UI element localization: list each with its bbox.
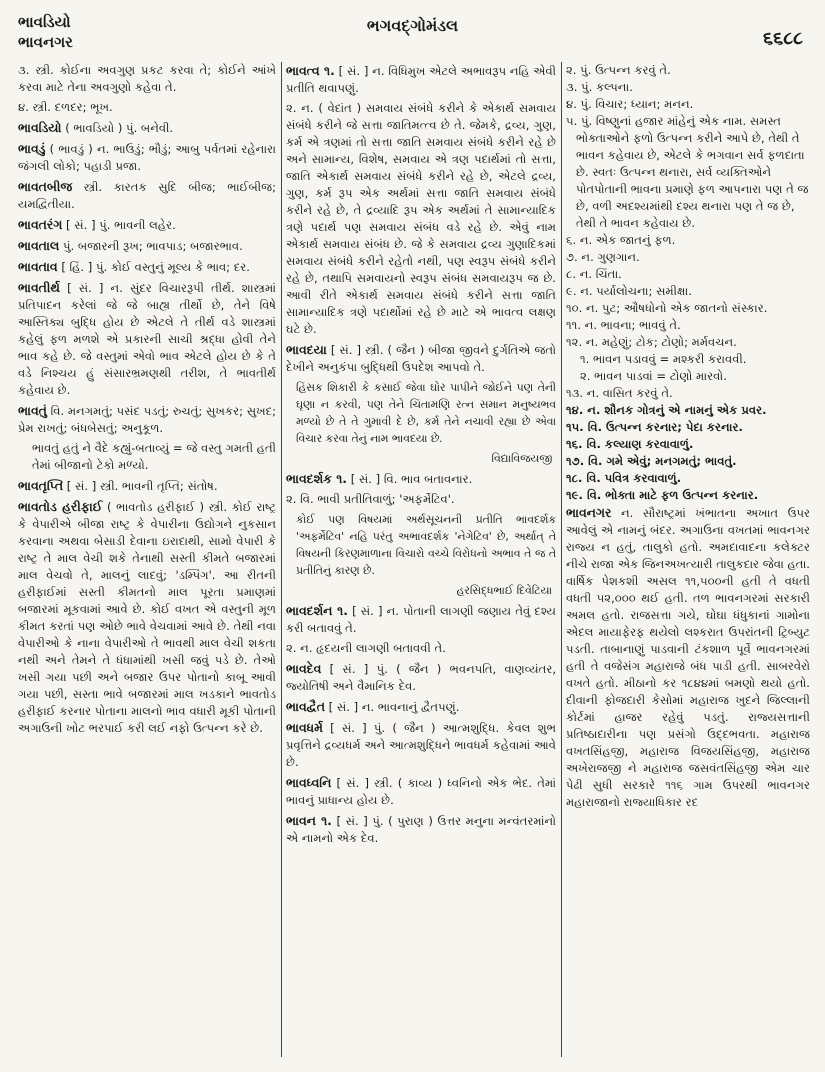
entry-definition: પું. બજારની રૂખ; ભાવપાડ; બજારભાવ.	[62, 239, 243, 253]
entry-continuation	[286, 582, 556, 599]
entry-headword: ભાવડિયો	[18, 120, 62, 135]
entry-headword: ભાવતબીજ	[18, 179, 73, 194]
entry-continuation	[286, 640, 556, 657]
entry-definition: ૨. ન. ( વેદાંત ) સમવાય સંબંધે કરીને કે એકાર્થ સમવાય સંબંધે કરીને જે સત્તા જાતિમત્ત્વ છે તે. જેમકે, દ્રવ્ય, ગુણ, કર્મ એ ત્રણમાં તો સત્તા જાતિ સમવાય સંબંધે કરીને રહે છે અને સામાન્ય, વિશેષ, સમવાય એ ત્રણ પદાર્થમાં તો સત્તા, જાતિ એકાર્થ સમવાય સંબંધે કરીને રહે છે, એટલે દ્રવ્ય, ગુણ, કર્મ રૂપ એક અર્થમાં સત્તા જાતિ સમવાય સંબંધે કરીને રહે છે, તે દ્રવ્યાદિ રૂપ એક અર્થમાં તે સામાન્યાદિક ત્રણે પદાર્થ પણ સમવાય સંબંધ વડે રહે છે. એવું નામ એકાર્થ સમવાય સંબંધ છે. જે કે સમવાય દ્રવ્ય ગુણાદિકમાં સમવાય સંબંધે કરીને રહેતો નથી, પણ સ્વરૂપ સંબંધે કરીને રહે છે, તથાપિ સમવાયનો સ્વરૂપ સંબંધ સમવાયરૂપ જ છે. આવી રીતે એકાર્થ સમવાય સંબંધે કરીને સત્તા જાતિ સામાન્યાદિક ત્રણે પદાર્થોમાં રહે છે માટે એ ભાવત્વ લક્ષણ ઘટે છે.	[286, 101, 556, 336]
entry-sense: ૧૬. વિ. કલ્યાણ કરવાવાળું.	[566, 437, 694, 451]
entry-definition: [ સં. ] પું. ( જૈન ) ભવનપતિ, વાણવ્યંતર, જ્યોતિષી અને વૈમાનિક દેવ.	[286, 662, 556, 693]
guide-word-first: ભાવડિયો	[18, 13, 71, 31]
entry-headword: ભાવદેવ	[286, 661, 322, 676]
dictionary-entry	[18, 237, 276, 255]
entry-definition: હિંસક શિકારી કે કસાઈ જેવા ઘોર પાપીને જોઈને પણ તેની ઘૃણા ન કરવી, પણ તેને ચિંતામણિ રત્ન સમાન મનુષ્યભવ મળ્યો છે તે તે ગુમાવી દે છે, કર્મ તેને નચાવી રહ્યા છે એવા વિચાર કરવા તેનું નામ ભાવદયા છે.	[296, 381, 556, 445]
page-header	[0, 0, 825, 62]
dictionary-entry	[286, 602, 556, 637]
entry-headword: ભાવતીર્થ	[18, 280, 60, 295]
dictionary-entry	[18, 477, 276, 495]
entry-sense: ૩. પું. કલ્પના.	[566, 80, 633, 94]
dictionary-entry	[18, 498, 276, 737]
entry-headword: ભાવતૃપ્તિ	[18, 478, 64, 493]
entry-definition: ભાવતું હતું ને વૈદે કહ્યું-બતાવ્યું = જે વસ્તુ ગમતી હતી તેમાં બીજાનો ટેકો મળ્યો.	[32, 441, 276, 472]
dictionary-entry	[18, 140, 276, 175]
entry-definition: [ સં. ] સ્ત્રી. ભાવની તૃપ્તિ; સંતોષ.	[66, 479, 218, 493]
entry-sense: ૭. ન. ગુણગાન.	[566, 250, 640, 264]
entry-definition: ૩. સ્ત્રી. કોઈના અવગુણ પ્રકટ કરવા તે; કોઈને આંખે કરવા માટે તેના અવગુણો કહેવા તે.	[18, 63, 276, 94]
entry-definition: ન. સૌરાષ્ટ્રમાં ખંભાતના અખાત ઉપર આવેલું એ નામનું બંદર. અગાઉના વખતમાં ભાવનગર રાજ્ય ન હતું, તાલુકો હતો. અમદાવાદના કલેક્ટર નીચે રાજા એક જિનઅખત્યારી તાલુકદાર જેવા હતા. વાર્ષિક પેશકશી અસલ ૧૧,૫૦૦ની હતી તે વધતી વધતી ૫૨,૦૦૦ થઈ હતી. તળ ભાવનગરમાં સરકારી અમલ હતો. રાજસત્તા ગયે, ઘોઘા ધંધુકાનાં ગામોના એદલ માયાફેરફ થયેલો લશ્કરાત ઉપરાંતની ટ્રિબ્યુટ પડતી. તાબાનાણું પાડવાની ટંકશાળ પૂર્વે ભાવનગરમાં હતી તે વજેસંગ મહારાજે બંધ પાડી હતી. સાબરવેરો વખતે હતો. મીઠાનો કર ૧૮૪૪માં બમણો થયો હતો. દીવાની ફોજદારી કેસોમાં મહારાજ ખુદને જિલ્લાની કોર્ટમાં હાજર રહેવું પડતું. રાજ્યસત્તાની પ્રતિષ્ઠાદારીના પણ પ્રસંગો ઉદ્દભવતા. મહારાજ વખતસિંહજી, મહારાજ વિજયસિંહજી, મહારાજ અખેરાજજી ને મહારાજ જસવંતસિંહજી એમ ચાર પેઢી સુધી સરકારે ૧૧૬ ગામ ઉપરથી ભાવનગર મહારાજાનો રાજ્યાધિકાર રદ	[566, 506, 810, 809]
entry-sense: ૧૧. ન. ભાવના; ભાવવું તે.	[566, 318, 681, 332]
entry-headword: ભાવન ૧.	[286, 813, 332, 828]
dictionary-entry	[18, 279, 276, 399]
entry-sense: ૬. ન. એક જાતનું ફળ.	[566, 233, 676, 247]
entry-sense: ૫. પું. વિષ્ણુનાં હજાર માંહેનું એક નામ. સમસ્ત ભોક્તાઓને ફળો ઉત્પન્ન કરીને આપે છે, તેથી તે ભાવન કહેવાય છે, એટલે કે ભગવાન સર્વ ફળદાતા છે. સ્વતઃ ઉત્પન્ન થનારા, સર્વ વ્યક્તિઓને પોતપોતાની ભાવના પ્રમાણે ફળ આપનારા પણ તે જ છે, વળી અદશ્યમાંથી દશ્ય થનારા પણ તે જ છે, તેથી તે ભાવન કહેવાય છે.	[566, 114, 809, 230]
entry-definition: [ હિં. ] પું. કોઈ વસ્તુનું મૂલ્ય કે ભાવ; દર.	[61, 260, 250, 274]
entry-sense: ૪. પું. વિચાર; ધ્યાન; મનન.	[566, 97, 694, 111]
entry-definition: ૨. વિ. ભાવી પ્રતીતિવાળું; 'અફર્મેટિવ'.	[286, 492, 455, 506]
entry-headword: ભાવદયા	[286, 342, 327, 357]
entry-headword: ભાવધ્વનિ	[286, 775, 332, 790]
dictionary-entry	[286, 774, 556, 809]
entry-definition: સ્ત્રી. કારતક સુદિ બીજ; ભાઈબીજ; યમદ્વિતીયા.	[18, 180, 276, 211]
entry-headword: ભાવતાલ	[18, 238, 60, 253]
entry-definition: ૨. ન. હૃદયની લાગણી બતાવવી તે.	[286, 641, 446, 655]
entry-headword: ભાવતોડ હરીફાઈ	[18, 499, 103, 514]
entry-headword: ભાવત્વ ૧.	[286, 63, 335, 78]
dictionary-entry	[286, 470, 556, 488]
entry-continuation	[286, 450, 556, 467]
entry-definition: [ સં. ] પું. ( જૈન ) આત્મશુદ્ધિ. કેવલ શુભ પ્રવૃત્તિને દ્રવ્યધર્મ અને આત્મશુદ્ધિને ભાવધર્મ કહેવામાં આવે છે.	[286, 721, 556, 769]
entry-sense: ૧૫. વિ. ઉત્પન્ન કરનાર; પેદા કરનાર.	[566, 420, 743, 434]
dictionary-entry	[286, 341, 556, 376]
entry-headword: ભાવતું	[18, 403, 47, 418]
entry-sense: ૯. ન. પર્યાલોચના; સમીક્ષા.	[566, 284, 692, 298]
entry-headword: ભાવધર્મ	[286, 720, 323, 735]
entry-continuation	[18, 62, 276, 96]
entry-sense: ૧. ભાવન પડાવવું = મશ્કરી કરાવવી.	[580, 352, 747, 366]
entry-sense: ૧૩. ન. વાસિત કરવું તે.	[566, 386, 673, 400]
entry-sense: ૨. ભાવન પાડવાં = ટોણો મારવો.	[580, 369, 727, 383]
column-1	[18, 62, 276, 1062]
dictionary-entry	[18, 119, 276, 137]
entry-sense: ૧૯. વિ. ભોક્તા માટે ફળ ઉત્પન્ન કરનાર.	[566, 488, 759, 502]
column-3	[566, 62, 810, 1062]
entry-definition: [ સં. ] ન. સુંદર વિચારરૂપી તીર્થ. શાસ્ત્રમાં પ્રતિપાદન કરેલાં જે જે બાહ્ય તીર્થો છે, તેને વિષે આસ્તિક્ય બુદ્ધિ હોય છે એટલે તે તીર્થ વડે શાસ્ત્રમાં કહેલું ફળ મળશે એ પ્રકારની સાચી શ્રદ્ધા હોવી તેને ભાવ કહે છે. જે વસ્તુમાં એવો ભાવ એટલે હોય છે કે તે વડે નિશ્ચય હું સંસારભ્રમણથી તરીશ, તે ભાવતીર્થ કહેવાય છે.	[18, 281, 276, 397]
entry-continuation	[286, 379, 556, 447]
entry-definition: કોઈ પણ વિષયમાં અર્થસૂચનની પ્રતીતિ ભાવદર્શક 'અફર્મેટિવ' નહિ પરંતુ અભાવદર્શક 'નેગેટિવ' છે, અર્થાત્ તે વિષયની કિરણમાળાના વિચારો વચ્ચે વિરોધનો અભાવ તે જ તે પ્રતીતિનું કારણ છે.	[296, 513, 556, 577]
entry-headword: ભાવનગર	[566, 505, 612, 520]
entry-headword: ભાવતાવ	[18, 259, 58, 274]
column-2	[286, 62, 556, 1062]
dictionary-columns	[18, 62, 810, 1062]
entry-continuation	[286, 511, 556, 579]
entry-continuation	[18, 440, 276, 474]
entry-definition: ( ભાવતોડ હરીફાઈ ) સ્ત્રી. કોઈ રાષ્ટ્ર કે વેપારીએ બીજા રાષ્ટ્ર કે વેપારીના ઉદ્યોગને નુકસાન કરવાના અથવા બેસાડી દેવાના ઇરાદાથી, સામો વેપારી કે રાષ્ટ્ર તે માલ વેચી શકે તેનાથી સસ્તી કીમતે બજારમાં માલ વેચવો તે, માલનું લાદવું; 'ડમ્પિંગ'. આ રીતની હરીફાઈમાં સસ્તી કીમતનો માલ પૂરતા પ્રમાણમાં બજારમાં મૂકવામાં આવે છે. કોઈ વખત એ વસ્તુની મૂળ કીમત કરતાં પણ ઓછે ભાવે વેચવામાં આવે છે. તેથી નવા વેપારીઓ કે નાના વેપારીઓ તે ભાવથી માલ વેચી શકતા નથી અને તેમને તે ધંધામાંથી ખસી જવું પડે છે. તેઓ ખસી ગયા પછી અને બજાર ઉપર પોતાનો કાબૂ આવી ગયા પછી, સસ્તા ભાવે બજારમાં માલ ખડકાને ભાવતોડ હરીફાઈ કરનાર પોતાના માલનો ભાવ વધારી મૂકી પોતાની અગાઉની ખોટ ભરપાઈ કરી લઈ નફો ઉત્પન્ન કરે છે.	[18, 500, 276, 735]
dictionary-entry	[18, 178, 276, 213]
entry-definition: ( ભાવડું ) ન. ભાઉડું; ભૌડું; આબુ પર્વતમાં રહેનારા જંગલી લોકો; પહાડી પ્રજા.	[18, 142, 276, 173]
entry-definition: [ સં. ] વિ. ભાવ બતાવનાર.	[350, 472, 473, 486]
entry-headword: ભાવતરંગ	[18, 217, 63, 232]
dictionary-entry	[286, 812, 556, 847]
entry-definition: [ સં. ] સ્ત્રી. ( કાવ્ય ) ધ્વનિનો એક ભેદ. તેમાં ભાવનું પ્રાધાન્ય હોય છે.	[286, 776, 556, 807]
senses-list	[566, 62, 810, 504]
dictionary-entry	[286, 719, 556, 771]
page-number: ૬૬૮૮	[763, 28, 803, 49]
guide-word-last: ભાવનગર	[18, 33, 73, 51]
entry-sense: ૧૮. વિ. પવિત્ર કરવાવાળું.	[566, 471, 682, 485]
entry-definition: હરસિદ્ધભાઈ દિવેટિયા	[456, 584, 552, 597]
dictionary-entry	[286, 698, 556, 716]
page-title: ભગવદ્ગોમંડલ	[366, 16, 459, 35]
dictionary-entry	[18, 402, 276, 437]
entry-sense: ૧૦. ન. પુટ; ઔષધોનો એક જાતનો સંસ્કાર.	[566, 301, 768, 315]
entry-sense: ૨. પું. ઉત્પન્ન કરવું તે.	[566, 63, 671, 77]
entry-definition: ૪. સ્ત્રી. દળદર; ભૂખ.	[18, 100, 113, 114]
entry-sense: ૮. ન. ચિંતા.	[566, 267, 622, 281]
dictionary-entry	[566, 504, 810, 811]
entry-definition: [ સં. ] સ્ત્રી. ( જૈન ) બીજા જીવને દુર્ગતિએ જતો દેખીને અનુકંપા બુદ્ધિથી ઉપદેશ આપવો તે.	[286, 343, 556, 374]
entry-headword: ભાવદ્વૈત	[286, 699, 325, 714]
entry-definition: [ સં. ] ન. ભાવનાનું દ્વૈતપણું.	[328, 700, 460, 714]
entry-continuation	[286, 100, 556, 338]
entry-definition: ( ભાવડિયો ) પું. બનેવી.	[65, 121, 174, 135]
entry-definition: [ સં. ] ન. વિધિમુખ એટલે અભાવરૂપ નહિ એવી પ્રતીતિ થવાપણું.	[286, 64, 556, 95]
entry-definition: વિદ્યાવિજયજી	[491, 452, 552, 465]
entry-definition: [ સં. ] પું. ( પુરાણ ) ઉત્તર મનુના મન્વંતરમાંનો એ નામનો એક દેવ.	[286, 814, 556, 845]
entry-continuation	[18, 99, 276, 116]
entry-sense: ૧૨. ન. મહેણું; ટોક; ટોણો; મર્મવચન.	[566, 335, 737, 349]
entry-definition: વિ. મનગમતું; પસંદ પડતું; રુચતું; સુખકર; સુખદ; પ્રેમ રાખતું; બંધબેસતું; અનુકૂળ.	[18, 404, 276, 435]
entry-sense: ૧૭. વિ. ગમે એવું; મનગમતું; ભાવતું.	[566, 454, 737, 468]
entry-headword: ભાવદર્શક ૧.	[286, 471, 347, 486]
entry-continuation	[286, 491, 556, 508]
dictionary-entry	[18, 216, 276, 234]
dictionary-entry	[286, 660, 556, 695]
dictionary-entry	[286, 62, 556, 97]
entry-definition: [ સં. ] પું. ભાવની લહેર.	[66, 218, 176, 232]
entry-sense: ૧૪. ન. શૌનક ગોત્રનું એ નામનું એક પ્રવર.	[566, 403, 767, 417]
entry-headword: ભાવદર્શન ૧.	[286, 603, 348, 618]
entry-definition: [ સં. ] ન. પોતાની લાગણી જણાય તેવું દશ્ય કરી બતાવવું તે.	[286, 604, 556, 635]
entry-headword: ભાવડું	[18, 141, 46, 156]
dictionary-entry	[18, 258, 276, 276]
